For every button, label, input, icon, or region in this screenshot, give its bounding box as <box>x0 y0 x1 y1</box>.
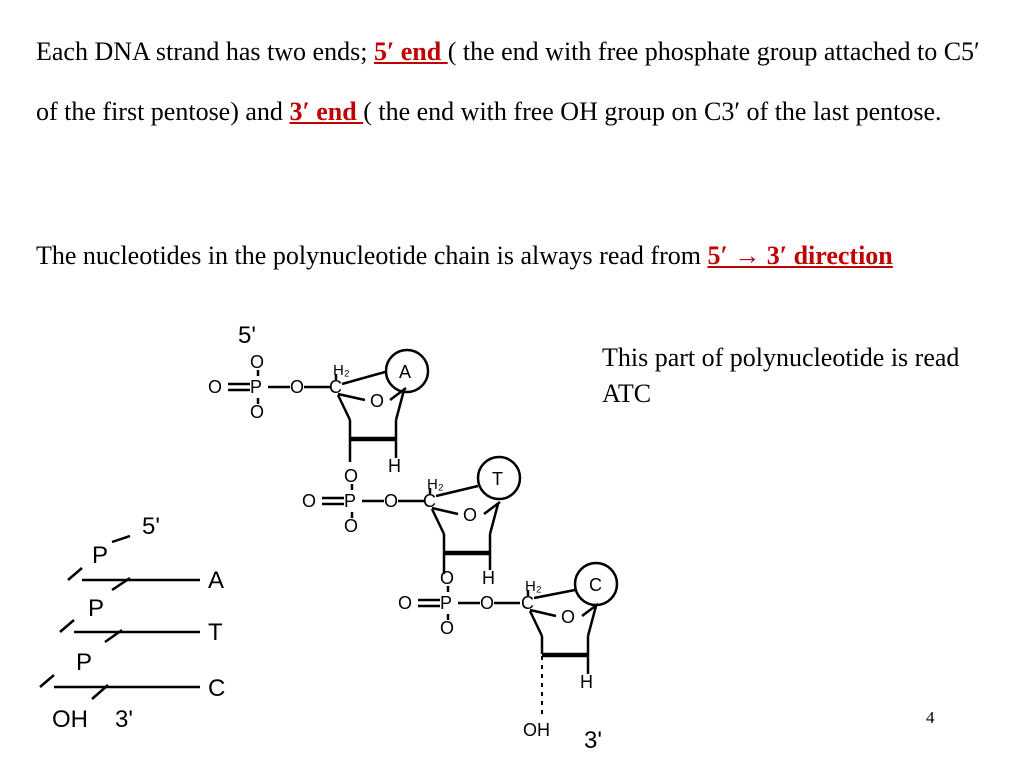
nuc1-h: H <box>388 456 401 476</box>
five-prime-top-label: 5' <box>238 322 256 349</box>
para1-text-3: ( the end with free OH group on C3′ of the last pentose. <box>363 97 942 126</box>
nuc1-o-bottom: O <box>250 402 265 422</box>
base-c: C <box>589 575 602 595</box>
three-prime-bottom-label: 3' <box>584 727 602 754</box>
strand-p-1: P <box>92 542 109 569</box>
nuc2-ring-o: O <box>463 505 478 525</box>
page-number: 4 <box>926 708 935 727</box>
nuc1-p: P <box>250 377 263 397</box>
five-prime-end-highlight: 5′ end <box>373 37 448 66</box>
nuc2-o-mid: O <box>384 491 399 511</box>
three-prime-end-highlight: 3′ end <box>289 97 364 126</box>
strand-p-3: P <box>76 649 93 676</box>
nuc2-h: H <box>482 568 495 588</box>
direction-highlight: 5′ → 3′ direction <box>707 241 893 270</box>
nuc3-h2: H₂ <box>525 578 542 595</box>
strand-p-2: P <box>88 595 105 622</box>
base-t: T <box>492 469 503 489</box>
nuc3-h: H <box>580 672 593 692</box>
read-note: This part of polynucleotide is read ATC <box>602 343 960 408</box>
nuc1-o-mid: O <box>290 377 305 397</box>
nuc3-ring-o: O <box>561 607 576 627</box>
strand-oh-label: OH <box>52 706 88 733</box>
nuc2-o-left: O <box>302 491 317 511</box>
nuc2-o-top: O <box>344 466 359 486</box>
para1-text-1: Each DNA strand has two ends; <box>36 37 374 66</box>
para1-text-2: ( the end with free phosphate group attached to C5′ of the first pentose) and <box>36 37 980 126</box>
nuc1-o-top: O <box>250 352 265 372</box>
nuc3-o-top: O <box>440 568 455 588</box>
nuc3-p: P <box>440 593 453 613</box>
nuc3-oh: OH <box>523 720 550 740</box>
nuc1-h2: H₂ <box>333 362 350 379</box>
nuc2-p: P <box>344 491 357 511</box>
strand-three-prime-label: 3' <box>115 706 133 733</box>
nuc1-ring-o: O <box>370 391 385 411</box>
strand-base-c: C <box>208 675 226 702</box>
nuc2-c: C <box>423 491 436 511</box>
para2-text-1: The nucleotides in the polynucleotide chain is always read from <box>36 241 708 270</box>
nuc2-o-bottom: O <box>344 516 359 536</box>
nuc3-o-bottom: O <box>440 618 455 638</box>
base-a: A <box>399 362 412 382</box>
strand-five-prime-label: 5' <box>142 513 160 540</box>
nuc3-o-left: O <box>398 593 413 613</box>
nuc3-o-mid: O <box>480 593 495 613</box>
nuc1-c: C <box>329 377 342 397</box>
nuc1-o-left: O <box>208 377 223 397</box>
strand-base-a: A <box>208 567 225 594</box>
nuc3-c: C <box>521 593 534 613</box>
strand-base-t: T <box>208 619 223 646</box>
nuc2-h2: H₂ <box>427 476 444 493</box>
